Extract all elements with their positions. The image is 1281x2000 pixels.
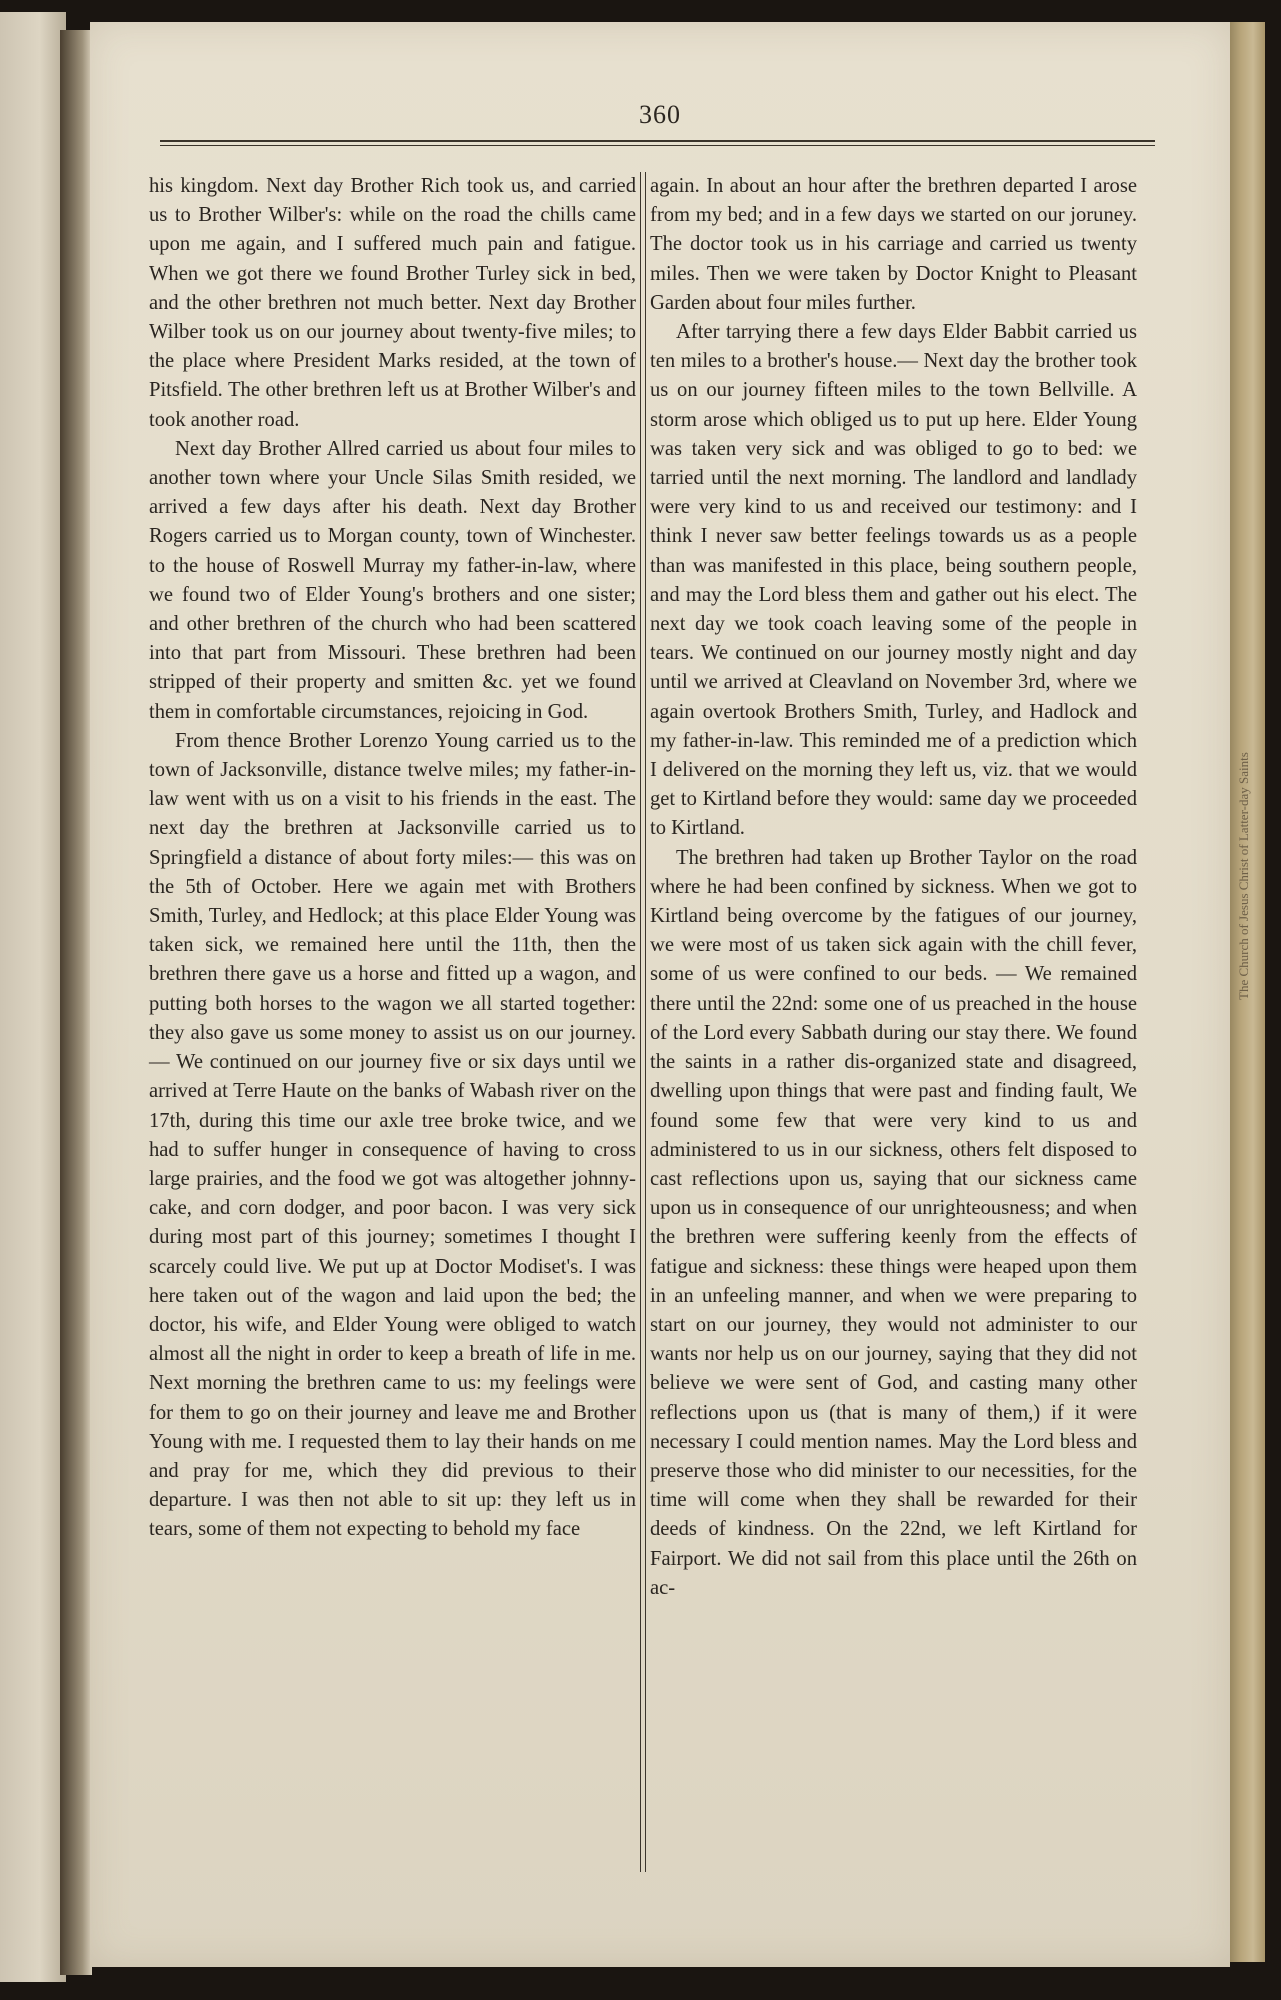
facing-page-edge: [0, 12, 66, 1982]
column-divider: [640, 172, 646, 1872]
book-page: [90, 22, 1230, 1967]
right-column: [650, 172, 1137, 1603]
header-rule: [160, 140, 1155, 146]
paragraph: After tarrying there a few days Elder Babbit carried us ten miles to a brother's house.— Next day the brother took us on our journey fifteen miles to the town Bellville. A storm arose which obliged us to put up here. Elder Young was taken very sick and was obliged to go to bed: we tarried until the next morning. The landlord and landlady were very kind to us and received our testimony: and I think I never saw better feelings towards us as a people than was manifested in this place, being southern people, and may the Lord bless them and gather out his elect. The next day we took coach leaving some of the people in tears. We continued on our journey mostly night and day until we arrived at Cleavland on November 3rd, where we again overtook Brothers Smith, Turley, and Hadlock and my father-in-law. This reminded me of a prediction which I delivered on the morning they left us, viz. that we would get to Kirtland before they would: same day we proceeded to Kirtland.: [650, 321, 1137, 840]
paragraph: again. In about an hour after the brethren departed I arose from my bed; and in a few days we started on our joruney. The doctor took us in his carriage and carried us twenty miles. Then we were taken by Doctor Knight to Pleasant Garden about four miles further.: [650, 175, 1137, 314]
paragraph: his kingdom. Next day Brother Rich took us, and carried us to Brother Wilber's: while on the road the chills came upon me again, and I suffered much pain and fatigue. When we got there we found Brother Turley sick in bed, and the other brethren not much better. Next day Brother Wilber took us on our journey about twenty-five miles; to the place where President Marks resided, at the town of Pitsfield. The other brethren left us at Brother Wilber's and took another road.: [149, 175, 636, 431]
spine-watermark: The Church of Jesus Christ of Latter-day Saints: [1236, 752, 1251, 1000]
book-gutter: [60, 30, 92, 1975]
paragraph: Next day Brother Allred carried us about four miles to another town where your Uncle Silas Smith resided, we arrived a few days after his death. Next day Brother Rogers carried us to Morgan county, town of Winchester. to the house of Roswell Murray my father-in-law, where we found two of Elder Young's brothers and one sister; and other brethren of the church who had been scattered into that part from Missouri. These brethren had been stripped of their property and smitten &c. yet we found them in comfortable circumstances, rejoicing in God.: [149, 437, 636, 723]
paragraph: The brethren had taken up Brother Taylor on the road where he had been confined by sickness. When we got to Kirtland being overcome by the fatigues of our journey, we were most of us taken sick again with the chill fever, some of us were confined to our beds. — We remained there until the 22nd: some one of us preached in the house of the Lord every Sabbath during our stay there. We found the saints in a rather dis-organized state and disagreed, dwelling upon things that were past and finding fault, We found some few that were very kind to us and administered to us in our sickness, others felt disposed to cast reflections upon us, saying that our sickness came upon us in consequence of our unrighteousness; and when the brethren were suffering keenly from the effects of fatigue and sickness: these things were heaped upon them in an unfeeling manner, and when we were preparing to start on our journey, they would not administer to our wants nor help us on our journey, saying that they did not believe we were sent of God, and casting many other reflections upon us (that is many of them,) if it were necessary I could mention names. May the Lord bless and preserve those who did minister to our necessities, for the time will come when they shall be rewarded for their deeds of kindness. On the 22nd, we left Kirtland for Fairport. We did not sail from this place until the 26th on ac-: [650, 846, 1137, 1599]
paragraph: From thence Brother Lorenzo Young carried us to the town of Jacksonville, distance twelve miles; my father-in-law went with us on a visit to his friends in the east. The next day the brethren at Jacksonville carried us to Springfield a distance of about forty miles:— this was on the 5th of October. Here we again met with Brothers Smith, Turley, and Hedlock; at this place Elder Young was taken sick, we remained here until the 11th, then the brethren there gave us a horse and fitted up a wagon, and putting both horses to the wagon we all started together: they also gave us some money to assist us on our journey.— We continued on our journey five or six days until we arrived at Terre Haute on the banks of Wabash river on the 17th, during this time our axle tree broke twice, and we had to suffer hunger in consequence of having to cross large prairies, and the food we got was altogether johnny-cake, and corn dodger, and poor bacon. I was very sick during most part of this journey; sometimes I thought I scarcely could live. We put up at Doctor Modiset's. I was here taken out of the wagon and laid upon the bed; the doctor, his wife, and Elder Young were obliged to watch almost all the night in order to keep a breath of life in me. Next morning the brethren came to us: my feelings were for them to go on their journey and leave me and Brother Young with me. I requested them to lay their hands on me and pray for me, which they did previous to their departure. I was then not able to sit up: they left us in tears, some of them not expecting to behold my face: [149, 729, 636, 1541]
page-number: 360: [639, 100, 681, 129]
left-column: [149, 172, 636, 1545]
